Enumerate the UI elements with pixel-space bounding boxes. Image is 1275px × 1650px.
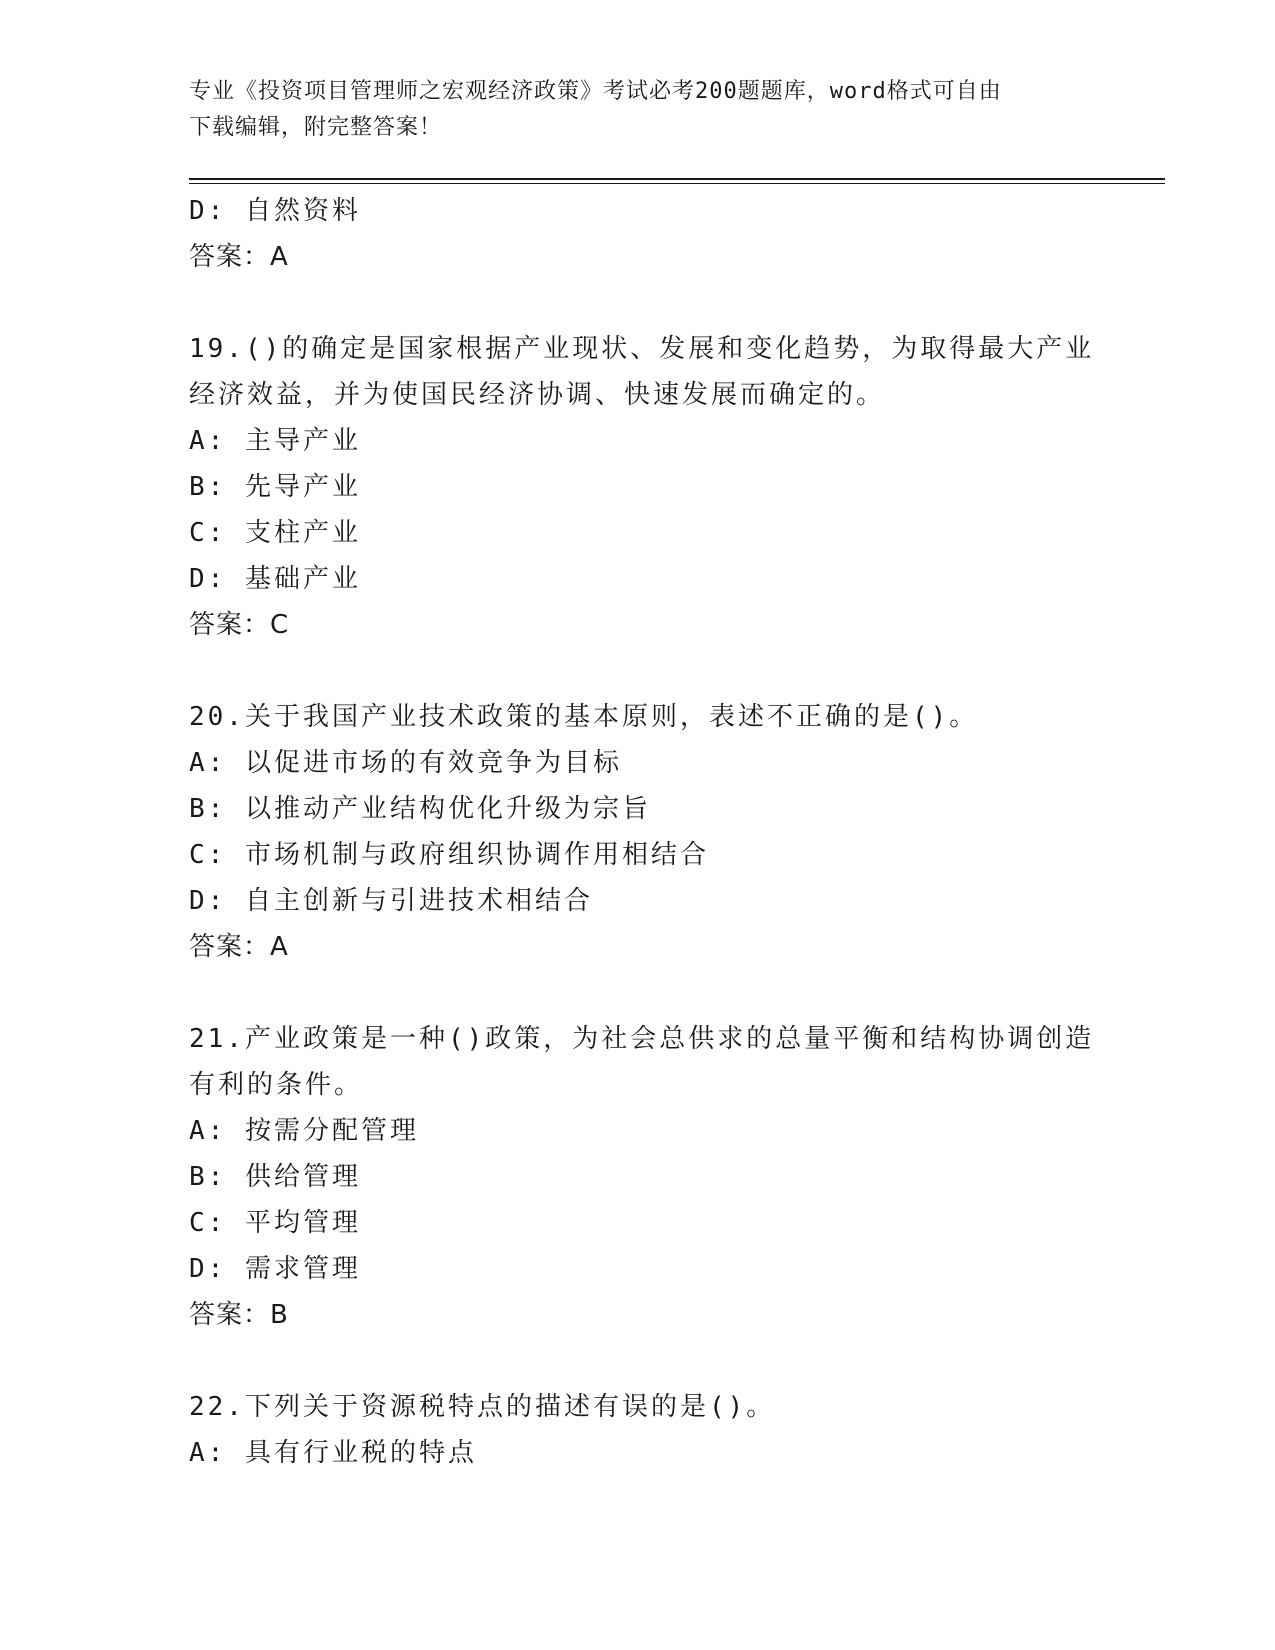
header-line-2: 下载编辑，附完整答案！ — [189, 115, 443, 140]
question-stem-continued: 有利的条件。 — [189, 1070, 364, 1100]
previous-question-tail — [189, 188, 1089, 280]
option-a: A: 具有行业税的特点 — [189, 1438, 477, 1468]
answer-line: 答案：A — [189, 932, 289, 962]
spacer — [189, 970, 1089, 1016]
question-stem: 22.下列关于资源税特点的描述有误的是()。 — [189, 1392, 776, 1422]
header-line-1: 专业《投资项目管理师之宏观经济政策》考试必考200题题库，word格式可自由 — [189, 79, 1002, 104]
question-content — [189, 188, 1095, 1476]
option-a: A: 以促进市场的有效竞争为目标 — [189, 748, 622, 778]
answer-line: 答案：A — [189, 242, 289, 272]
option-d: D: 自然资料 — [189, 196, 361, 226]
option-c: C: 平均管理 — [189, 1208, 361, 1238]
document-header — [189, 74, 1089, 146]
option-a: A: 按需分配管理 — [189, 1116, 419, 1146]
option-c: C: 市场机制与政府组织协调作用相结合 — [189, 840, 709, 870]
question-stem: 19.()的确定是国家根据产业现状、发展和变化趋势，为取得最大产业 — [189, 334, 1095, 364]
option-d: D: 自主创新与引进技术相结合 — [189, 886, 593, 916]
option-b: B: 以推动产业结构优化升级为宗旨 — [189, 794, 651, 824]
question-19 — [189, 326, 1095, 648]
option-c: C: 支柱产业 — [189, 518, 361, 548]
spacer — [189, 648, 1089, 694]
question-stem-continued: 经济效益，并为使国民经济协调、快速发展而确定的。 — [189, 380, 886, 410]
question-22 — [189, 1384, 1089, 1476]
option-a: A: 主导产业 — [189, 426, 361, 456]
answer-line: 答案：C — [189, 610, 290, 640]
option-d: D: 基础产业 — [189, 564, 361, 594]
header-rule-thin — [189, 183, 1165, 184]
option-b: B: 先导产业 — [189, 472, 361, 502]
option-b: B: 供给管理 — [189, 1162, 361, 1192]
question-21 — [189, 1016, 1095, 1338]
question-stem: 21.产业政策是一种()政策，为社会总供求的总量平衡和结构协调创造 — [189, 1024, 1095, 1054]
option-d: D: 需求管理 — [189, 1254, 361, 1284]
spacer — [189, 280, 1089, 326]
answer-line: 答案：B — [189, 1300, 289, 1330]
header-rule-thick — [189, 178, 1165, 180]
question-stem: 20.关于我国产业技术政策的基本原则，表述不正确的是()。 — [189, 702, 979, 732]
spacer — [189, 1338, 1089, 1384]
question-20 — [189, 694, 1089, 970]
